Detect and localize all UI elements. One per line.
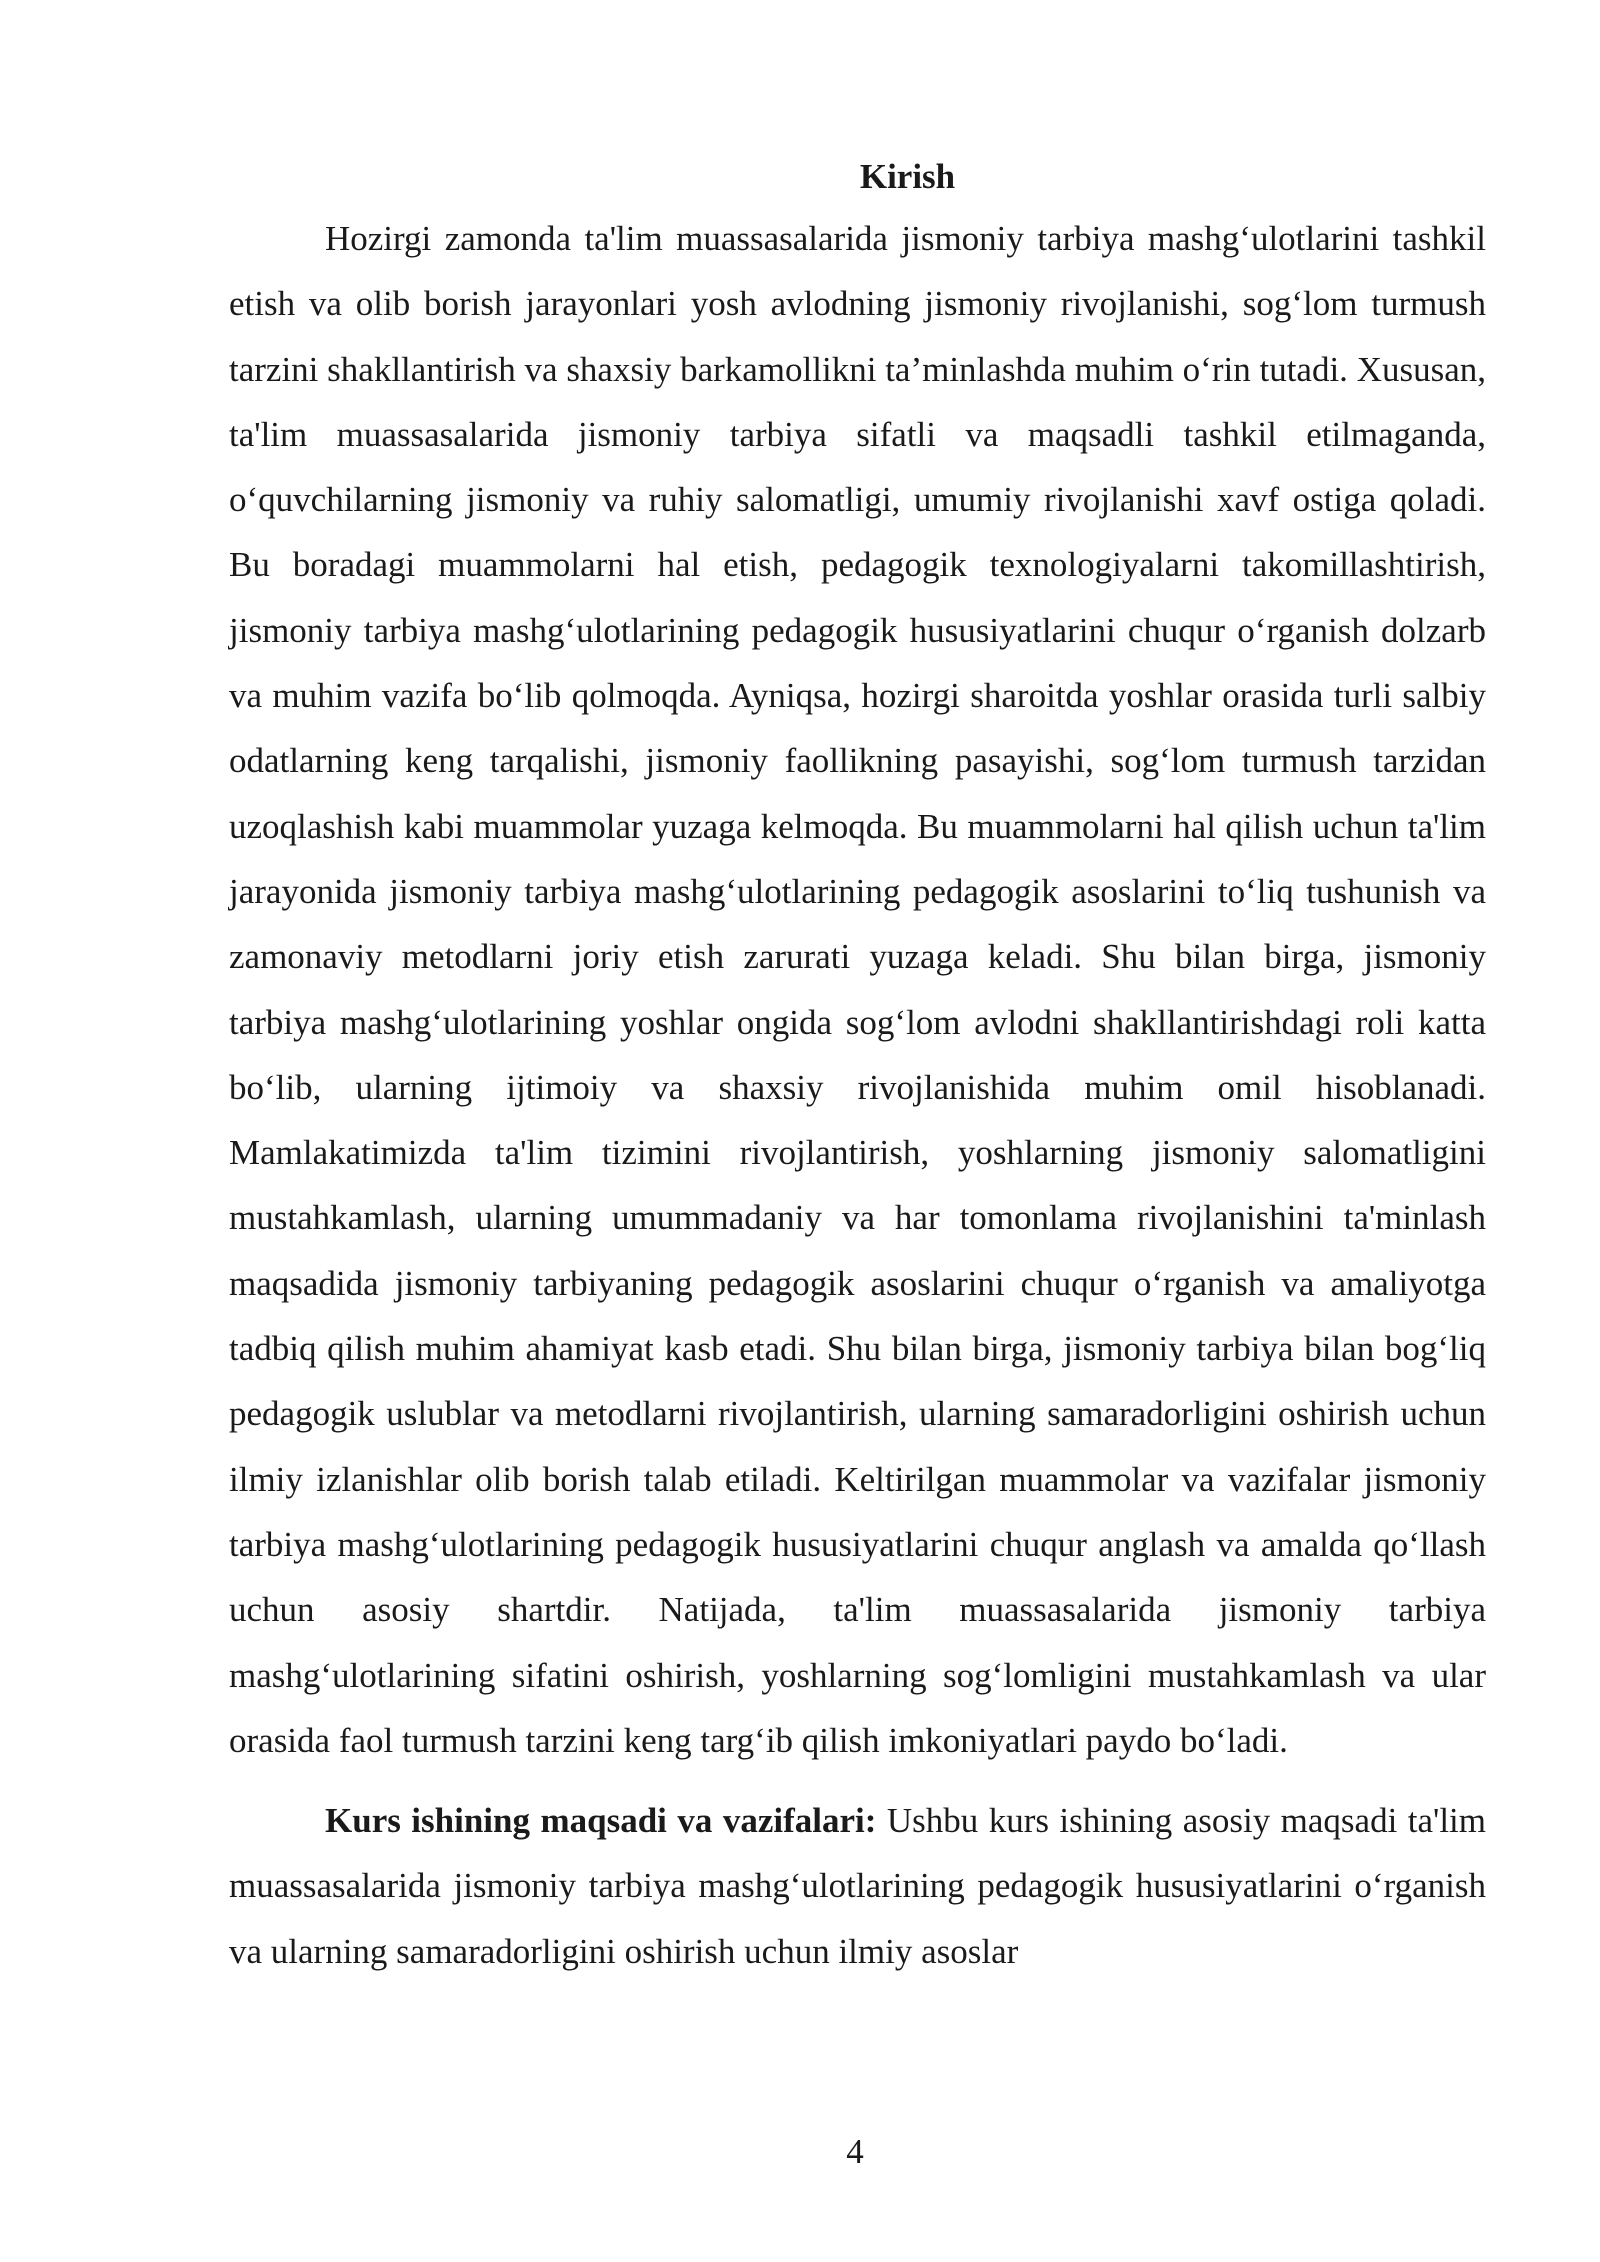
page-content (229, 148, 1486, 1984)
section-heading: Kirish (859, 157, 956, 196)
intro-paragraph: Hozirgi zamonda ta'lim muassasalarida jismoniy tarbiya mashg‘ulotlarini tashkil etish va olib borish jarayonlari yosh avlodning jismoniy rivojlanishi, sog‘lom turmush tarzini shakllantirish va shaxsiy barkamollikni ta’minlashda muhim o‘rin tutadi. Xususan, ta'lim muassasalarida jismoniy tarbiya sifatli va maqsadli tashkil etilmaganda, o‘quvchilarning jismoniy va ruhiy salomatligi, umumiy rivojlanishi xavf ostiga qoladi. Bu boradagi muammolarni hal etish, pedagogik texnologiyalarni takomillashtirish, jismoniy tarbiya mashg‘ulotlarining pedagogik hususiyatlarini chuqur o‘rganish dolzarb va muhim vazifa bo‘lib qolmoqda. Ayniqsa, hozirgi sharoitda yoshlar orasida turli salbiy odatlarning keng tarqalishi, jismoniy faollikning pasayishi, sog‘lom turmush tarzidan uzoqlashish kabi muammolar yuzaga kelmoqda. Bu muammolarni hal qilish uchun ta'lim jarayonida jismoniy tarbiya mashg‘ulotlarining pedagogik asoslarini to‘liq tushunish va zamonaviy metodlarni joriy etish zarurati yuzaga keladi. Shu bilan birga, jismoniy tarbiya mashg‘ulotlarining yoshlar ongida sog‘lom avlodni shakllantirishdagi roli katta bo‘lib, ularning ijtimoiy va shaxsiy rivojlanishida muhim omil hisoblanadi. Mamlakatimizda ta'lim tizimini rivojlantirish, yoshlarning jismoniy salomatligini mustahkamlash, ularning umummadaniy va har tomonlama rivojlanishini ta'minlash maqsadida jismoniy tarbiyaning pedagogik asoslarini chuqur o‘rganish va amaliyotga tadbiq qilish muhim ahamiyat kasb etadi. Shu bilan birga, jismoniy tarbiya bilan bog‘liq pedagogik uslublar va metodlarni rivojlantirish, ularning samaradorligini oshirish uchun ilmiy izlanishlar olib borish talab etiladi. Keltirilgan muammolar va vazifalar jismoniy tarbiya mashg‘ulotlarining pedagogik hususiyatlarini chuqur anglash va amalda qo‘llash uchun asosiy shartdir. Natijada, ta'lim muassasalarida jismoniy tarbiya mashg‘ulotlarining sifatini oshirish, yoshlarning sog‘lomligini mustahkamlash va ular orasida faol turmush tarzini keng targ‘ib qilish imkoniyatlari paydo bo‘ladi. (229, 219, 1486, 1760)
goals-paragraph-lead: Kurs ishining maqsadi va vazifalari: (325, 1801, 877, 1841)
goals-paragraph-text: Ushbu kurs ishining asosiy maqsadi ta'lim muassasalarida jismoniy tarbiya mashg‘ulotlarining pedagogik hususiyatlarini o‘rganish va ularning samaradorligini oshirish uchun ilmiy asoslar (229, 1801, 1486, 1971)
page-number: 4 (846, 2132, 864, 2171)
goals-paragraph (229, 1788, 1486, 1984)
